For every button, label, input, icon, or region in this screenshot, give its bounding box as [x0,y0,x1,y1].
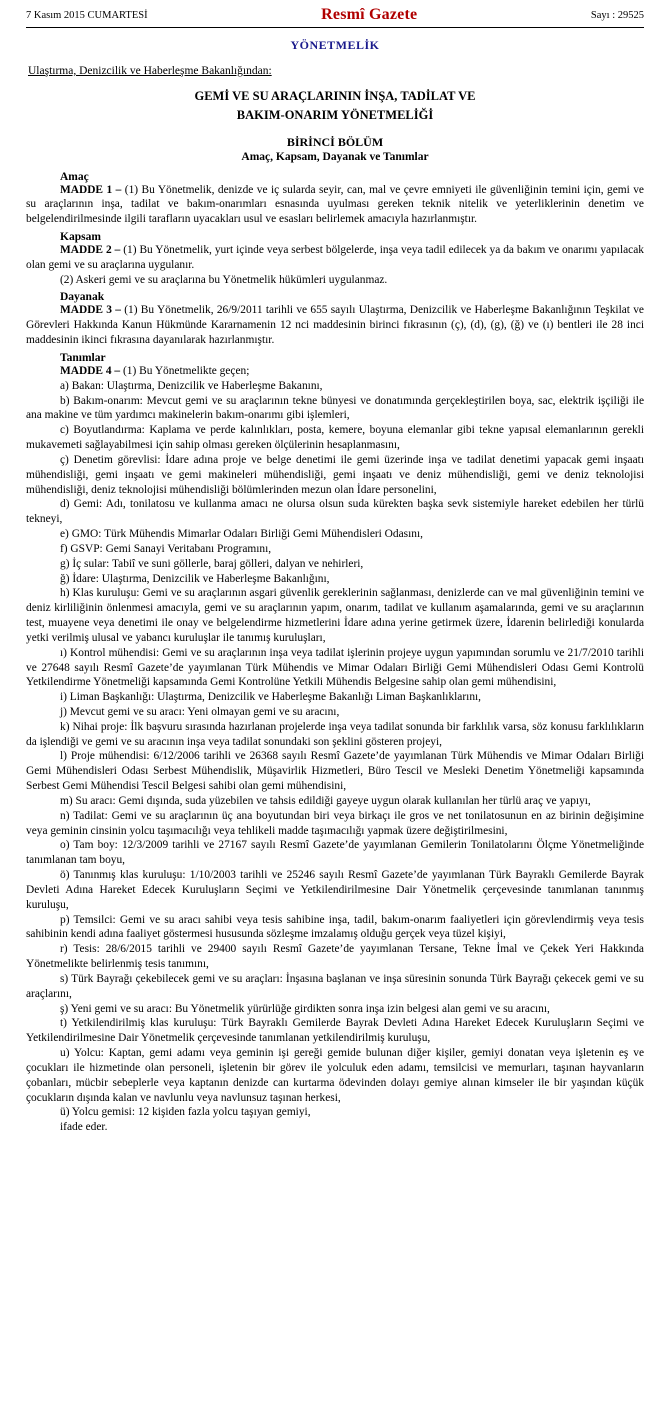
definitions-list [26,379,644,1120]
masthead-issue: Sayı : 29525 [590,9,644,21]
masthead-date: 7 Kasım 2015 CUMARTESİ [26,9,148,21]
article-2-clause-2: (2) Askeri gemi ve su araçlarına bu Yönetmelik hükümleri uygulanmaz. [60,273,388,286]
regulation-title-line2: BAKIM-ONARIM YÖNETMELİĞİ [236,107,434,122]
definition-item: i) Liman Başkanlığı: Ulaştırma, Denizcilik ve Haberleşme Bakanlığı Liman Başkanlıklarını, [60,691,482,704]
definition-item: h) Klas kuruluşu: Gemi ve su araçlarının asgari güvenlik gereklerinin sağlanması, denizlerde can ve mal güvenliğinin temini ve deniz kirliliğinin önlenmesi amacıyla, gemi ve su araçlarının yapım, onarım, tadilat ve kullanım aşamalarında, gemi ve su araçlarının test, muayene veya denetimi ile onay ve belgelendirme hizmetlerini İdare adına yerine getirmek üzere, İdarenin belirlediği konularda yetki verilmiş ulusal ve yabancı kuruluşlar ile tanımış kuruluşları, [26,587,644,644]
definition-item: ö) Tanınmış klas kuruluşu: 1/10/2003 tarihli ve 25246 sayılı Resmî Gazete’de yayımlanan Türk Bayraklı Gemilerde Bayrak Devleti Adına Hareket Edecek Kuruluşların Seçimi ve Yetkilendirilmesine Dair Yönetmelik çerçevesinde tanımlanan tanınmış kuruluşu, [26,869,644,911]
article-1 [26,183,644,227]
regulation-title-line1: GEMİ VE SU ARAÇLARININ İNŞA, TADİLAT VE [194,89,476,103]
definition-item: k) Nihai proje: İlk başvuru sırasında hazırlanan projelerde inşa veya tadilat sonunda bir farklılık varsa, söz konusu farklılıkların da işlendiği ve gemi ve su aracının inşa veya tadilat sonundaki son şeklini gösteren projeyi, [26,720,644,748]
definition-item: s) Türk Bayrağı çekebilecek gemi ve su araçları: İnşasına başlanan ve inşa süresinin sonunda Türk Bayrağı çekecek gemi ve su araçlarını, [26,972,644,1000]
article-1-label: MADDE 1 – [60,183,122,196]
definition-item: o) Tam boy: 12/3/2009 tarihli ve 27167 sayılı Resmî Gazete’de yayımlanan Gemilerin Tonilatolarını Ölçme Yönetmeliğinde tanımlanan tam boyu, [26,839,644,867]
article-4-label: MADDE 4 – [60,364,121,377]
definition-item: n) Tadilat: Gemi ve su araçlarının üç ana boyutundan biri veya birkaçı ile gros ve net tonilatosunun en az birinin değişimine veya geminin cinsinin yolcu taşımacılığı veya tehlikeli madde taşımacılığı yapmak üzere değiştirilmesini, [26,809,644,837]
article-1-text: (1) Bu Yönetmelik, denizde ve iç sularda seyir, can, mal ve çevre emniyeti ile güvenliğinin temini için, gemi ve su araçlarının inşa, tadilat ve bakım-onarımları esnasında uyulması gereken teknik nitelik ve yeterliklerinin denetim ve belgelendirilmesinde ilgili tarafların uyacakları usul ve esasları belirlemek amacıyla hazırlanmıştır. [26,183,644,226]
article-3 [26,303,644,347]
heading-dayanak: Dayanak [60,291,105,304]
definition-item: e) GMO: Türk Mühendis Mimarlar Odaları Birliği Gemi Mühendisleri Odasını, [60,528,423,541]
definition-item: u) Yolcu: Kaptan, gemi adamı veya geminin işi gereği gemide bulunan diğer kişiler, gemiyi donatan veya işletenin eş ve çocukları ile hizmetinde olan personeli, işletenin bir görev ile yolculuk eden adamı, temsilcisi ve memurları, taşınan hayvanların çobanları, mücbir sebeplerle veya kaptanın denizde can kurtarma ödevinden dolayı gemiye alınan kimseler ile bir yaşından küçük çocukların dışında kalan ve navlunlu veya navlunsuz taşınan herkesi, [26,1047,644,1104]
definition-item: t) Yetkilendirilmiş klas kuruluşu: Türk Bayraklı Gemilerde Bayrak Devleti Adına Hareket Edecek Kuruluşların Seçimi ve Yetkilendirilmesine Dair Yönetmelik çerçevesinde tanımlanan yetkilendirilmiş kuruluşu, [26,1017,644,1045]
definition-item: r) Tesis: 28/6/2015 tarihli ve 29400 sayılı Resmî Gazete’de yayımlanan Tersane, Tekne İmal ve Çekek Yeri Hakkında Yönetmelikte belirlenmiş tesis tanımını, [26,943,644,971]
closing-phrase: ifade eder. [60,1121,108,1134]
heading-amac: Amaç [60,170,89,183]
heading-kapsam: Kapsam [60,230,101,243]
definition-item: c) Boyutlandırma: Kaplama ve perde kalınlıkları, posta, kemere, boyuna elemanlar gibi tekne yapısal elemanlarının gerekli mukavemeti sağlayabilmesi için sahip olması gereken ölçülerinin hesaplanmasını, [26,424,644,452]
definition-item: m) Su aracı: Gemi dışında, suda yüzebilen ve tahsis edildiği gayeye uygun olarak kullanılan her türlü araç ve yapıyı, [60,794,591,807]
article-3-text: (1) Bu Yönetmelik, 26/9/2011 tarihli ve 655 sayılı Ulaştırma, Denizcilik ve Haberleşme Bakanlığının Teşkilat ve Görevleri Hakkında Kanun Hükmünde Kararnamenin 12 nci maddesinin birinci fıkrasının (ç), (d), (g), (ğ) ve (ı) bentleri ile 28 inci maddesinin ikinci fıkrasına dayanılarak hazırlanmıştır. [26,304,644,347]
definition-item: f) GSVP: Gemi Sanayi Veritabanı Programını, [60,542,272,555]
article-3-label: MADDE 3 – [60,304,121,317]
definition-item: l) Proje mühendisi: 6/12/2006 tarihli ve 26368 sayılı Resmî Gazete’de yayımlanan Türk Mühendis ve Mimar Odaları Birliği Gemi Mühendisleri Odası Serbest Mühendislik, Müşavirlik Hizmetleri, Büro Tescil ve Mesleki Denetim Yönetmeliği kapsamında Serbest Gemi Mühendisi Tescil Belgesi sahibi olan gemi mühendisini, [26,750,644,793]
definition-item: j) Mevcut gemi ve su aracı: Yeni olmayan gemi ve su aracını, [60,706,340,718]
heading-tanimlar: Tanımlar [60,351,106,364]
definition-item: ü) Yolcu gemisi: 12 kişiden fazla yolcu taşıyan gemiyi, [60,1106,311,1119]
masthead-title: Resmî Gazete [321,6,418,23]
definition-item: p) Temsilci: Gemi ve su aracı sahibi veya tesis sahibine inşa, tadil, bakım-onarım faaliyetleri için görevlendirmiş veya tesis sahibinin kendi adına faaliyet göstermesi hususunda sözleşme imzalamış olduğu gerçek veya tüzel kişiyi, [26,913,644,941]
article-2-text: (1) Bu Yönetmelik, yurt içinde veya serbest bölgelerde, inşa veya tadil edilecek ya da bakım ve onarımı yapılacak olan gemi ve su araçlarına uygulanır. [26,243,644,271]
definition-item: b) Bakım-onarım: Mevcut gemi ve su araçlarının tekne bünyesi ve donatımında gerçekleştirilen boya, sac, elektrik işçiliği ile ana makine ve tüm yardımcı makinelerin bakım-onarımı gibi işlemleri, [26,394,644,422]
chapter-title: BİRİNCİ BÖLÜM [286,134,384,149]
definition-item: g) İç sular: Tabiî ve suni göllerle, baraj gölleri, dalyan ve nehirleri, [60,557,364,570]
definition-item: d) Gemi: Adı, tonilatosu ve kullanma amacı ne olursa olsun suda kürekten başka sevk sistemiyle hareket edebilen her türlü tekneyi, [26,498,644,526]
chapter-subtitle: Amaç, Kapsam, Dayanak ve Tanımlar [241,150,429,163]
article-2-label: MADDE 2 – [60,243,121,256]
article-4-text: (1) Bu Yönetmelikte geçen; [120,364,250,377]
article-4 [26,364,644,379]
definition-item: ç) Denetim görevlisi: İdare adına proje ve belge denetimi ile gemi üzerinde inşa ve tadilat denetimi yapacak gemi inşaatı mühendisliği, gemi inşaatı ve gemi makineleri mühendisliği, gemi inşaatı ve deniz mühendisliği, gemi ve deniz teknolojisi mühendisliği, deniz teknolojisi mühendisliği bölümlerinden mezun olan İdare personelini, [26,453,644,496]
definition-item: ı) Kontrol mühendisi: Gemi ve su araçlarının inşa veya tadilat işlerinin projeye uygun yapımından sorumlu ve 21/7/2010 tarihli ve 27648 sayılı Resmî Gazete’de yayımlanan Türk Mühendis ve Mimar Odaları Birliği Gemi Mühendisleri Odası Gemi Kontrolü Yetkilendirme Yönetmeliği kapsamında Gemi Kontrolüne Yetkili Mühendis Belgesine sahip olan gemi mühendisini, [26,646,644,689]
article-2 [26,243,644,273]
issuing-authority: Ulaştırma, Denizcilik ve Haberleşme Bakanlığından: [28,65,272,77]
definition-item: a) Bakan: Ulaştırma, Denizcilik ve Haberleşme Bakanını, [60,379,323,392]
definition-item: ş) Yeni gemi ve su aracı: Bu Yönetmelik yürürlüğe girdikten sonra inşa izin belgesi alan gemi ve su aracını, [60,1002,550,1015]
regulation-title [26,87,644,125]
definition-item: ğ) İdare: Ulaştırma, Denizcilik ve Haberleşme Bakanlığını, [60,572,330,585]
document-type: YÖNETMELİK [290,38,380,52]
masthead [26,6,644,28]
